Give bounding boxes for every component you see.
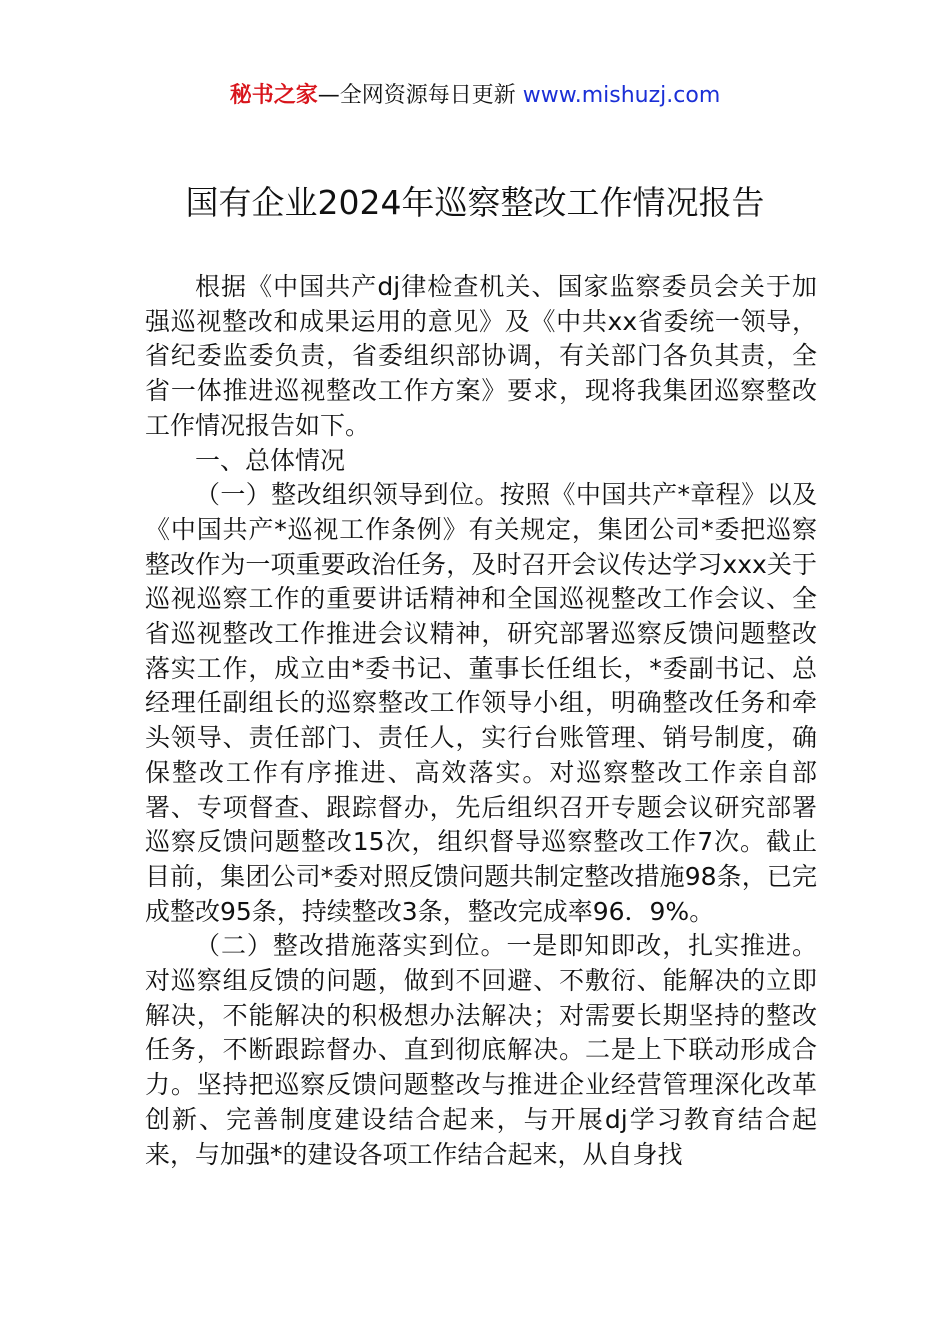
- section-heading-overview: 一、总体情况: [195, 445, 346, 475]
- paragraph-measures: （二）整改措施落实到位。一是即知即改，扎实推进。对巡察组反馈的问题，做到不回避、不敷衍、能解决的立即解决，不能解决的积极想办法解决；对需要长期坚持的整改任务，不断跟踪督办、直到彻底解决。二是上下联动形成合力。坚持把巡察反馈问题整改与推进企业经营管理深化改革创新、完善制度建设结合起来，与开展dj学习教育结合起来，与加强*的建设各项工作结合起来，从自身找: [145, 931, 817, 1169]
- paragraph-organization: （一）整改组织领导到位。按照《中国共产*章程》以及《中国共产*巡视工作条例》有关规定，集团公司*委把巡察整改作为一项重要政治任务，及时召开会议传达学习xxx关于巡视巡察工作的重要讲话精神和全国巡视整改工作会议、全省巡视整改工作推进会议精神，研究部署巡察反馈问题整改落实工作，成立由*委书记、董事长任组长，*委副书记、总经理任副组长的巡察整改工作领导小组，明确整改任务和牵头领导、责任部门、责任人，实行台账管理、销号制度，确保整改工作有序推进、高效落实。对巡察整改工作亲自部署、专项督查、跟踪督办，先后组织召开专题会议研究部署巡察反馈问题整改15次，组织督导巡察整改工作7次。截止目前，集团公司*委对照反馈问题共制定整改措施98条，已完成整改95条，持续整改3条，整改完成率96．9%。: [145, 480, 817, 926]
- document-body: [145, 270, 817, 1172]
- site-header: [0, 80, 950, 112]
- site-tagline: —全网资源每日更新: [317, 83, 523, 108]
- paragraph-intro: 根据《中国共产dj律检查机关、国家监察委员会关于加强巡视整改和成果运用的意见》及《中共xx省委统一领导，省纪委监委负责，省委组织部协调，有关部门各负其责，全省一体推进巡视整改工作方案》要求，现将我集团巡察整改工作情况报告如下。: [145, 272, 817, 440]
- site-brand: 秘书之家: [229, 83, 318, 108]
- document-title: 国有企业2024年巡察整改工作情况报告: [185, 183, 765, 222]
- site-url-link[interactable]: www.mishuzj.com: [522, 83, 721, 108]
